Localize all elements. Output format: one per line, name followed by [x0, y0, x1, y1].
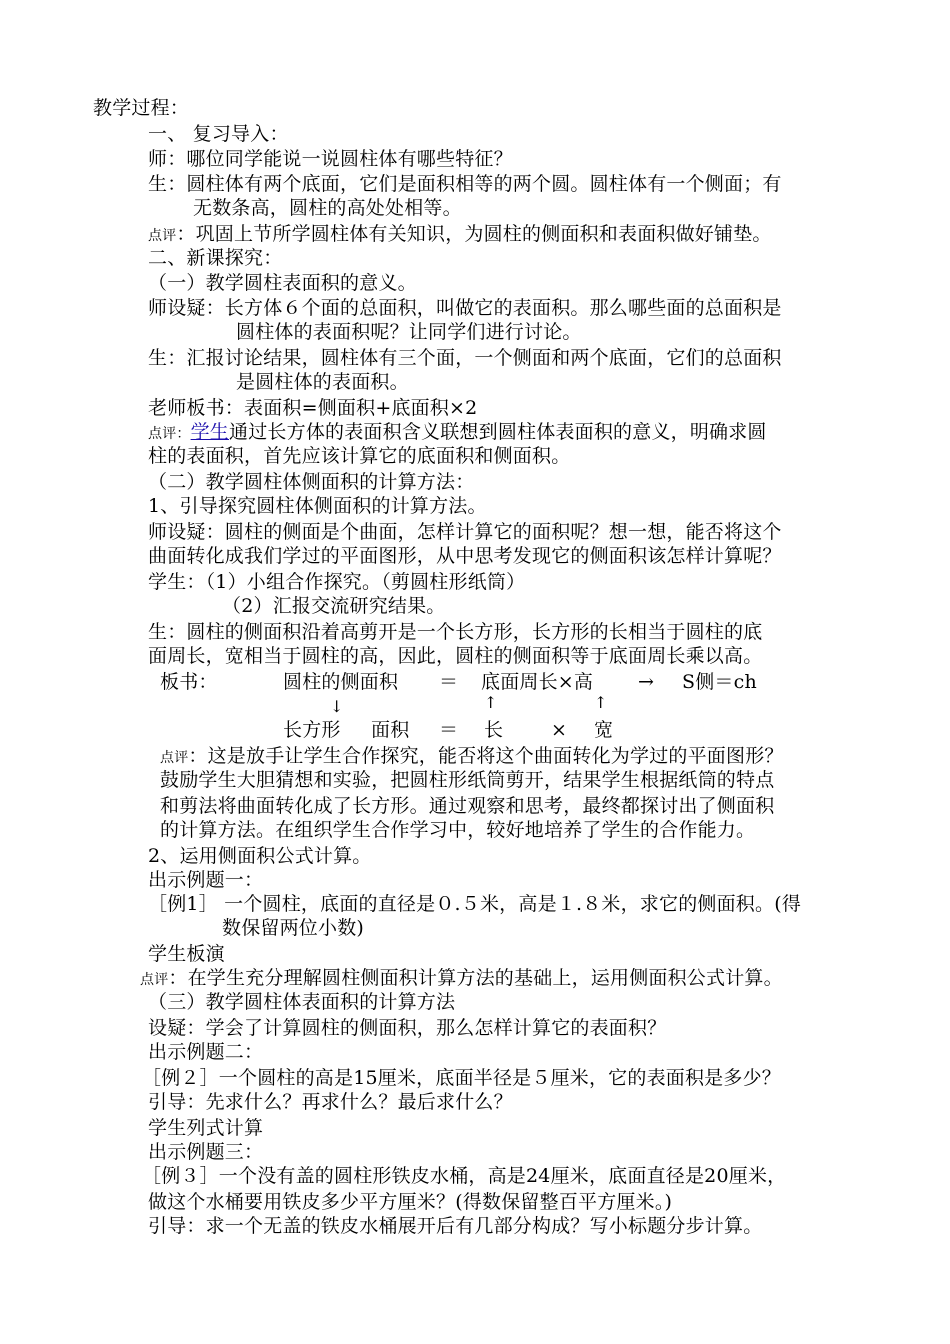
rectangle-term: 长方形 [283, 719, 341, 741]
teacher-question-2-line2: 圆柱体的表面积呢？让同学们进行讨论。 [236, 321, 582, 343]
example-1-heading: 出示例题一： [148, 869, 264, 891]
student-activity-line1: 学生：（1）小组合作探究。（剪圆柱形纸筒） [148, 571, 526, 593]
part-three-title: （三）教学圆柱体表面积的计算方法 [148, 991, 456, 1013]
comment-colon: ： [176, 426, 191, 442]
down-arrow-icon: ↓ [330, 697, 344, 716]
lateral-area-term: 圆柱的侧面积 [283, 671, 399, 693]
student-answer-1-line2: 无数条高，圆柱的高处处相等。 [193, 197, 462, 219]
comment-3-line3: 和剪法将曲面转化成了长方形。通过观察和思考，最终都探讨出了侧面积 [160, 795, 775, 817]
section-one-title: 一、 复习导入： [148, 123, 289, 145]
guidance-2: 引导：求一个无盖的铁皮水桶展开后有几部分构成？写小标题分步计算。 [148, 1215, 763, 1237]
comment-4 [140, 966, 783, 992]
student-answer-2-line1: 生：汇报讨论结果，圆柱体有三个面，一个侧面和两个底面，它们的总面积 [148, 347, 782, 369]
student-answer-3-line2: 面周长，宽相当于圆柱的高，因此，圆柱的侧面积等于底面周长乘以高。 [148, 645, 763, 667]
example-3-line2: 做这个水桶要用铁皮多少平方厘米？(得数保留整百平方厘米。) [148, 1191, 673, 1213]
comment-3-line1 [160, 744, 784, 770]
circumference-times-height: 底面周长×高 [481, 671, 594, 693]
comment-text: ：在学生充分理解圆柱侧面积计算方法的基础上，运用侧面积公式计算。 [168, 967, 783, 989]
example-3-heading: 出示例题三： [148, 1141, 264, 1163]
up-arrow-icon: ↑ [484, 693, 498, 712]
board-formula-1: 老师板书：表面积=侧面积+底面积×2 [148, 397, 478, 419]
comment-label: 点评 [160, 750, 189, 766]
example-2-work: 学生列式计算 [148, 1117, 264, 1139]
part-two-step-1: 1、引导探究圆柱体侧面积的计算方法。 [148, 495, 487, 517]
area-term: 面积 [371, 719, 410, 741]
comment-3-line2: 鼓励学生大胆猜想和实验，把圆柱形纸筒剪开，结果学生根据纸筒的特点 [160, 769, 775, 791]
student-activity-line2: （2）汇报交流研究结果。 [222, 595, 446, 617]
equals-sign: ＝ [439, 671, 459, 693]
teacher-question-3-line2: 曲面转化成我们学过的平面图形，从中思考发现它的侧面积该怎样计算呢？ [148, 545, 782, 567]
lateral-area-formula: S侧＝ch [682, 671, 757, 693]
width-term: 宽 [594, 719, 614, 741]
times-sign: × [551, 719, 568, 741]
teacher-question-4: 设疑：学会了计算圆柱的侧面积，那么怎样计算它的表面积？ [148, 1017, 667, 1039]
comment-label: 点评 [140, 972, 169, 988]
comment-1 [148, 222, 772, 248]
student-answer-1-line1: 生：圆柱体有两个底面，它们是面积相等的两个圆。圆柱体有一个侧面；有 [148, 173, 782, 195]
example-1-line2: 数保留两位小数) [222, 917, 365, 939]
comment-label: 点评 [148, 426, 177, 442]
equals-sign: ＝ [439, 719, 459, 741]
example-3-line1: ［例３］一个没有盖的圆柱形铁皮水桶，高是24厘米，底面直径是20厘米， [142, 1165, 787, 1187]
comment-2-line2: 柱的表面积，首先应该计算它的底面积和侧面积。 [148, 445, 571, 467]
teacher-question-2-line1: 师设疑：长方体６个面的总面积，叫做它的表面积。那么哪些面的总面积是 [148, 297, 782, 319]
comment-2-line1 [148, 420, 767, 446]
up-arrow-icon: ↑ [594, 693, 608, 712]
student-link[interactable]: 学生 [190, 421, 230, 443]
section-heading: 教学过程： [93, 97, 190, 119]
comment-text: 通过长方体的表面积含义联想到圆柱体表面积的意义，明确求圆 [229, 421, 767, 443]
teacher-question-1: 师：哪位同学能说一说圆柱体有哪些特征？ [148, 148, 513, 170]
board-label: 板书： [160, 671, 218, 693]
comment-3-line4: 的计算方法。在组织学生合作学习中，较好地培养了学生的合作能力。 [160, 819, 756, 841]
example-2-heading: 出示例题二： [148, 1041, 264, 1063]
part-two-step-2: 2、运用侧面积公式计算。 [148, 845, 372, 867]
right-arrow-icon: → [638, 671, 655, 693]
comment-label: 点评 [148, 228, 177, 244]
comment-text: ：巩固上节所学圆柱体有关知识，为圆柱的侧面积和表面积做好铺垫。 [176, 223, 772, 245]
example-2: ［例２］一个圆柱的高是15厘米，底面半径是５厘米，它的表面积是多少？ [142, 1067, 781, 1089]
teacher-question-3-line1: 师设疑：圆柱的侧面是个曲面，怎样计算它的面积呢？想一想，能否将这个 [148, 521, 782, 543]
comment-text: ：这是放手让学生合作探究，能否将这个曲面转化为学过的平面图形？ [188, 745, 784, 767]
example-1-line1: ［例1］ 一个圆柱，底面的直径是０.５米，高是１.８米，求它的侧面积。(得 [148, 893, 802, 915]
example-1-board-work: 学生板演 [148, 943, 225, 965]
student-answer-3-line1: 生：圆柱的侧面积沿着高剪开是一个长方形，长方形的长相当于圆柱的底 [148, 621, 763, 643]
part-two-title: （二）教学圆柱体侧面积的计算方法： [148, 471, 475, 493]
guidance-1: 引导：先求什么？再求什么？最后求什么？ [148, 1091, 513, 1113]
part-one-title: （一）教学圆柱表面积的意义。 [148, 272, 417, 294]
section-two-title: 二、新课探究： [148, 247, 283, 269]
length-term: 长 [484, 719, 504, 741]
student-answer-2-line2: 是圆柱体的表面积。 [236, 371, 409, 393]
